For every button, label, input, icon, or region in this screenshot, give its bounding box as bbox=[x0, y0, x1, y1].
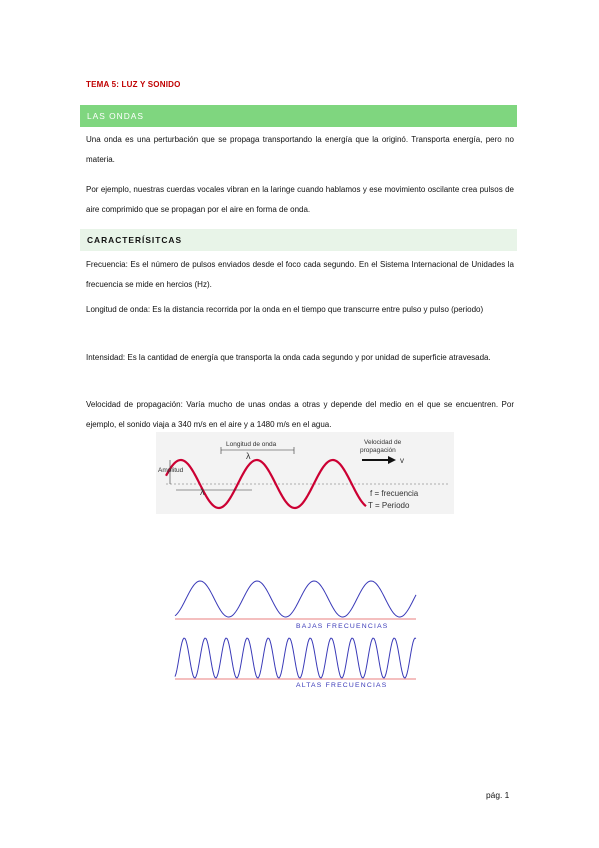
section-heading-label: CARACTERÍSITCAS bbox=[87, 235, 183, 245]
frequency-comparison-figure bbox=[172, 577, 418, 689]
section-heading-las-ondas bbox=[80, 105, 517, 127]
low-frequency-label: BAJAS FRECUENCIAS bbox=[296, 623, 389, 630]
amplitude-label: Amplitud bbox=[158, 467, 184, 474]
paragraph-longitud-onda: Longitud de onda: Es la distancia recorrida por la onda en el tiempo que transcurre entre pulso y pulso (periodo) bbox=[86, 305, 484, 314]
paragraph-frecuencia: Frecuencia: Es el número de pulsos enviados desde el foco cada segundo. En el Sistema Internacional de Unidades la frecuencia se mide en hercios (Hz). bbox=[86, 260, 514, 289]
high-frequency-label: ALTAS FRECUENCIAS bbox=[296, 682, 388, 689]
velocity-label-line2: propagación bbox=[360, 447, 396, 454]
lambda-bottom-label: λ bbox=[200, 487, 205, 497]
paragraph-definicion: Una onda es una perturbación que se propaga transportando la energía que la originó. Transporta energía, pero no materia. bbox=[86, 135, 514, 164]
wave-diagram-figure bbox=[156, 432, 454, 514]
page-number: pág. 1 bbox=[486, 790, 510, 800]
velocity-v-label: v bbox=[400, 456, 404, 465]
section-heading-label: LAS ONDAS bbox=[87, 111, 144, 121]
paragraph-intensidad: Intensidad: Es la cantidad de energía que transporta la onda cada segundo y por unidad de superficie atravesada. bbox=[86, 353, 491, 362]
frequency-legend: f = frecuencia bbox=[370, 489, 419, 498]
velocity-label-line1: Velocidad de bbox=[364, 439, 402, 446]
wavelength-label: Longitud de onda bbox=[226, 441, 277, 448]
document-title: TEMA 5: LUZ Y SONIDO bbox=[86, 80, 181, 89]
lambda-top-label: λ bbox=[246, 451, 251, 461]
period-legend: T = Periodo bbox=[368, 501, 410, 510]
section-heading-caracteristicas bbox=[80, 229, 517, 251]
paragraph-velocidad: Velocidad de propagación: Varía mucho de unas ondas a otras y depende del medio en el que se encuentren. Por ejemplo, el sonido viaja a 340 m/s en el aire y a 1480 m/s en el agua. bbox=[86, 400, 514, 429]
paragraph-ejemplo: Por ejemplo, nuestras cuerdas vocales vibran en la laringe cuando hablamos y ese movimiento oscilante crea pulsos de aire comprimido que se propagan por el aire en forma de onda. bbox=[86, 185, 514, 214]
